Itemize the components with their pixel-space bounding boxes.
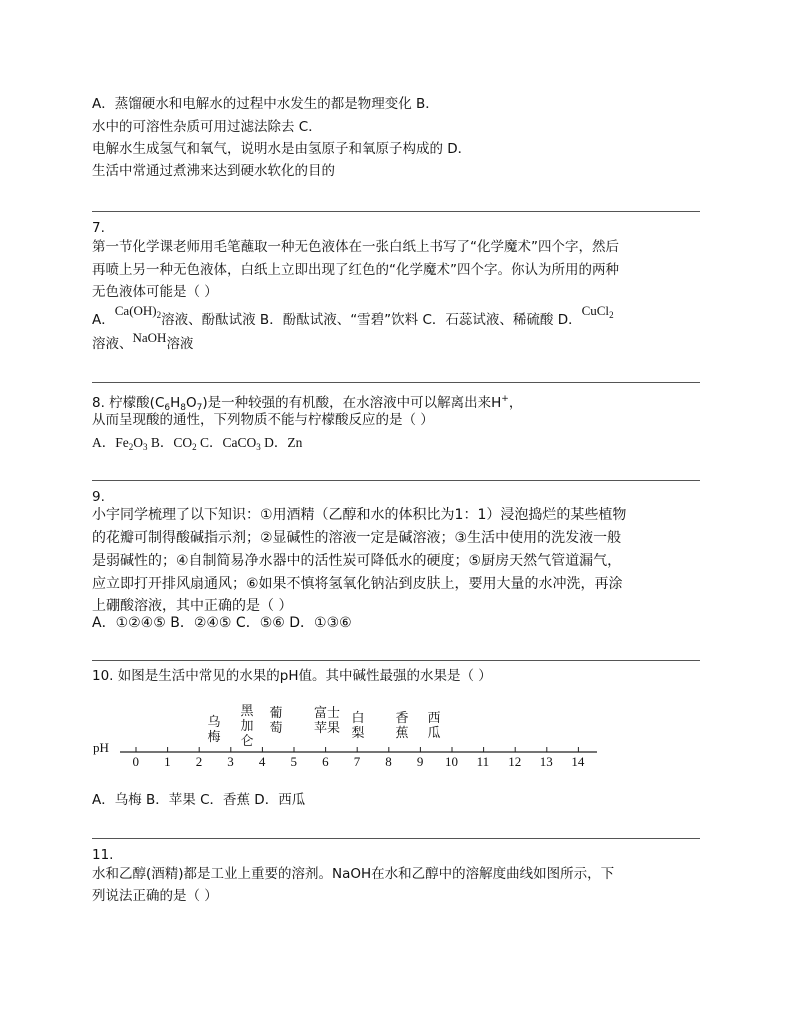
divider bbox=[92, 660, 700, 661]
ph-tick-label: 7 bbox=[353, 754, 361, 769]
ph-tick-label: 14 bbox=[571, 754, 585, 769]
q11-line-1: 水和乙醇(酒精)都是工业上重要的溶剂。NaOH在水和乙醇中的溶解度曲线如图所示，下 bbox=[92, 866, 615, 882]
divider bbox=[92, 480, 700, 481]
q7-options-text: 溶液、酚酞试液 B．酚酞试液、“雪碧”饮料 C．石蕊试液、稀硫酸 D． bbox=[161, 312, 582, 328]
q6-line-4: 生活中常通过煮沸来达到硬水软化的目的 bbox=[92, 163, 335, 179]
ph-tick-label: 4 bbox=[258, 754, 266, 769]
question-number: 7. bbox=[92, 220, 105, 236]
fruit-label-baili: 白 梨 bbox=[351, 711, 365, 741]
fruit-label-fushi-apple: 富士 苹果 bbox=[313, 706, 340, 736]
ph-tick-label: 0 bbox=[132, 754, 139, 769]
q10-options: A．乌梅 B．苹果 C．香蕉 D．西瓜 bbox=[92, 792, 306, 808]
fruit-label-putao: 葡 萄 bbox=[269, 706, 283, 736]
ph-axis-label: pH bbox=[93, 740, 109, 755]
q9-line-3: 是弱碱性的；④自制简易净水器中的活性炭可降低水的硬度；⑤厨房天然气管道漏气， bbox=[92, 553, 622, 569]
q6-line-1: A．蒸馏硬水和电解水的过程中水发生的都是物理变化 B． bbox=[92, 96, 439, 112]
q6-line-3: 电解水生成氢气和氧气，说明水是由氢原子和氧原子构成的 D． bbox=[92, 141, 472, 157]
ph-tick-label: 3 bbox=[227, 754, 234, 769]
q8-line-2: 从而呈现酸的通性，下列物质不能与柠檬酸反应的是（ ） bbox=[92, 412, 434, 428]
q7-line-3: 无色液体可能是（ ） bbox=[92, 284, 218, 300]
q7-option-a-prefix: A． bbox=[92, 312, 115, 328]
ph-tick-label: 9 bbox=[416, 754, 424, 769]
q8-options: A．$Fe_2O_3$ B．$CO_2$ C．CaCO$_3$ D．Zn bbox=[92, 435, 303, 452]
ph-tick-label: 12 bbox=[508, 754, 522, 769]
q9-options: A．①②④⑤ B．②④⑤ C．⑤⑥ D．①③⑥ bbox=[92, 615, 352, 631]
ph-tick-label: 1 bbox=[164, 754, 171, 769]
q6-line-2: 水中的可溶性杂质可用过滤法除去 C． bbox=[92, 119, 322, 135]
ph-tick-label: 13 bbox=[539, 754, 553, 769]
q9-line-4: 应立即打开排风扇通风；⑥如果不慎将氢氧化钠沾到皮肤上，要用大量的水冲洗，再涂 bbox=[92, 576, 623, 592]
divider bbox=[92, 838, 700, 839]
ph-tick-label: 6 bbox=[322, 754, 329, 769]
fruit-label-heijialun: 黑 加 仑 bbox=[240, 704, 254, 749]
divider bbox=[92, 211, 700, 212]
divider bbox=[92, 382, 700, 383]
q7-line-2: 再喷上另一种无色液体，白纸上立即出现了红色的“化学魔术”四个字。你认为所用的两种 bbox=[92, 262, 619, 278]
q11-line-2: 列说法正确的是（ ） bbox=[92, 888, 218, 904]
q10-question: 10. 如图是生活中常见的水果的pH值。其中碱性最强的水果是（ ） bbox=[92, 668, 492, 684]
ph-tick-label: 2 bbox=[195, 754, 203, 769]
ph-tick-label: 8 bbox=[385, 754, 392, 769]
q7-options-line-2: 溶液、NaOH溶液 bbox=[92, 330, 194, 352]
fruit-label-wumei: 乌 梅 bbox=[207, 715, 221, 745]
ph-tick-label: 11 bbox=[476, 754, 490, 769]
calcium-hydroxide-formula: $Ca(OH)_2$ bbox=[114, 303, 162, 320]
q9-line-5: 上硼酸溶液，其中正确的是（ ） bbox=[92, 598, 293, 614]
question-number: 11. bbox=[92, 847, 114, 863]
q8-line-1: 8. 柠檬酸$(C_6H_8O_7)$是一种较强的有机酸，在水溶液中可以解离出来H+， bbox=[92, 394, 523, 413]
copper-chloride-formula: CuCl$_2$ bbox=[581, 303, 614, 320]
sodium-hydroxide-formula: NaOH bbox=[132, 330, 167, 345]
q7-options-line bbox=[92, 303, 614, 334]
q9-line-1: 小宇同学梳理了以下知识：①用酒精（乙醇和水的体积比为1：1）浸泡捣烂的某些植物 bbox=[92, 507, 627, 523]
question-number: 9. bbox=[92, 489, 105, 505]
q9-line-2: 的花瓣可制得酸碱指示剂；②显碱性的溶液一定是碱溶液；③生活中使用的洗发液一般 bbox=[92, 530, 622, 546]
ph-scale-figure bbox=[92, 700, 612, 780]
fruit-label-xigua: 西 瓜 bbox=[427, 711, 441, 741]
ph-tick-label: 5 bbox=[290, 754, 297, 769]
q7-line-1: 第一节化学课老师用毛笔蘸取一种无色液体在一张白纸上书写了“化学魔术”四个字，然后 bbox=[92, 239, 619, 255]
fruit-label-xiangjiao: 香 蕉 bbox=[395, 711, 409, 741]
ph-tick-label: 10 bbox=[445, 754, 458, 769]
